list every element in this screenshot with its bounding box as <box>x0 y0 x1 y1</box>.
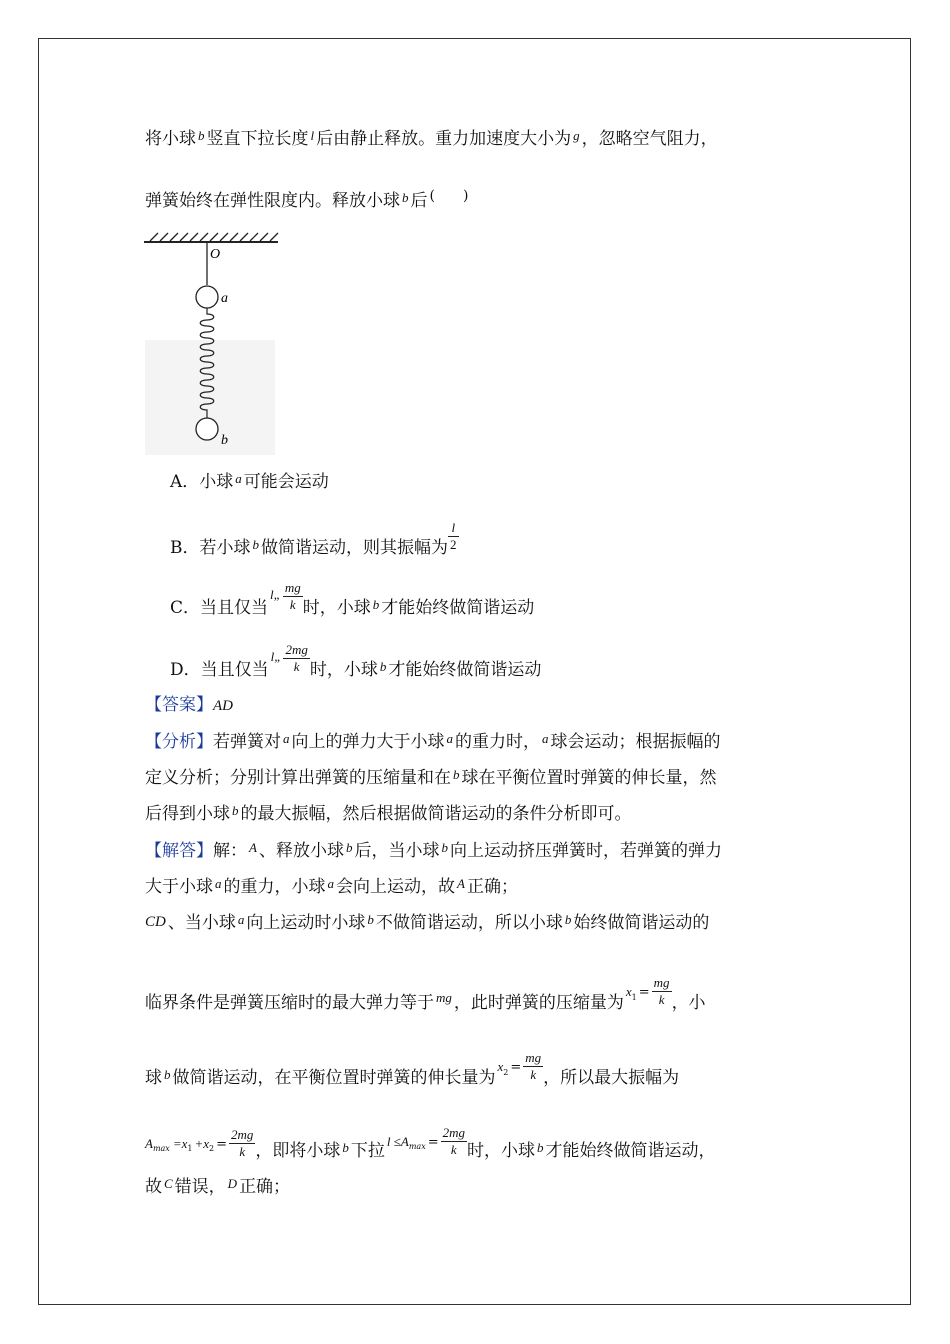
fraction-x2-mg-over-k: $\frac{mg}{k}$ <box>525 1050 542 1082</box>
analysis-line-2: 定义分析；分别计算出弹簧的压缩量和在 $^b$ 球在平衡位置时弹簧的伸长量，然 <box>145 767 717 788</box>
question-line-2: 弹簧始终在弹性限度内。释放小球 $^b$ 后 ( ) <box>145 188 469 211</box>
answer-tag: 【答案】 <box>145 695 213 715</box>
solution-line-5: 球 $^b$ 做简谐运动，在平衡位置时弹簧的伸长量为$^{x2}$ = $\frac{mg}{k}$ ，所以最大振幅为 <box>145 1050 680 1088</box>
ball-b-label: b <box>221 433 228 448</box>
ball-b <box>196 418 218 440</box>
analysis-line-1: 【分析】若弹簧对 $^a$ 向上的弹力大于小球 $^a$ 的重力时， $^a$ 球会运动；根据振幅的 <box>145 731 721 752</box>
fraction-x1-mg-over-k: $\frac{mg}{k}$ <box>653 975 670 1007</box>
answer-value: AD <box>213 698 233 714</box>
solution-line-4: 临界条件是弹簧压缩时的最大弹力等于 $^{mg}$ ，此时弹簧的压缩量为$^{x1}$ = $\frac{mg}{k}$ ，小 <box>145 975 706 1013</box>
option-b: B．若小球 $^b$ 做简谐运动，则其振幅为 $\frac{l}{2}$ <box>170 520 457 558</box>
question-line-1: 将小球 $^b$ 竖直下拉长度 $^l$ 后由静止释放。重力加速度大小为 $^g$ ，忽略空气阻力， <box>145 128 718 149</box>
fraction-l-le-amax-2mg-over-k: $\frac{2mg}{k}$ <box>442 1125 466 1157</box>
fraction-l-over-2: $\frac{l}{2}$ <box>450 520 457 552</box>
ball-a-label: a <box>221 291 228 306</box>
solution-line-2: 大于小球 $^a$ 的重力，小球 $^a$ 会向上运动，故 $^A$ 正确； <box>145 876 518 897</box>
analysis-line-3: 后得到小球 $^b$ 的最大振幅，然后根据做简谐运动的条件分析即可。 <box>145 803 632 824</box>
solution-line-6: $^{Amax}$ $^{=x1}$ $^{+x2}$ = $\frac{2mg}{k}$ ，即将小球 $^b$ 下拉 $^{l \le Amax}$ = $\frac{2mg}{k}$ 时，小球 $^b$ 才能始终做简谐运动， <box>145 1125 716 1161</box>
option-a: A．小球 $^a$ 可能会运动 <box>170 471 329 492</box>
ceiling-hatching <box>150 233 278 241</box>
solution-line-1: 【解答】解： $^A$ 、释放小球 $^b$ 后，当小球 $^b$ 向上运动挤压弹簧时，若弹簧的弹力 <box>145 840 722 861</box>
solution-line-7: 故 $^C$ 错误， $^D$ 正确； <box>145 1176 291 1197</box>
option-d: D．当且仅当$^{l„}$ $\frac{2mg}{k}$ 时，小球 $^b$ 才能始终做简谐运动 <box>170 642 542 680</box>
fraction-mg-over-k: $\frac{mg}{k}$ <box>284 580 301 612</box>
point-o-label: O <box>210 247 221 262</box>
fraction-2mg-over-k: $\frac{2mg}{k}$ <box>285 642 308 674</box>
answer-line <box>145 694 233 717</box>
spring-figure <box>140 230 285 460</box>
option-c: C．当且仅当$^{l„}$ $\frac{mg}{k}$ 时，小球 $^b$ 才能始终做简谐运动 <box>170 580 535 618</box>
spring-diagram <box>140 230 285 460</box>
ball-a <box>196 286 218 308</box>
solution-line-3: CD 、当小球 $^a$ 向上运动时小球 $^b$ 不做简谐运动，所以小球 $^b$ 始终做简谐运动的 <box>145 912 710 933</box>
fraction-amax-2mg-over-k: $\frac{2mg}{k}$ <box>231 1127 254 1159</box>
